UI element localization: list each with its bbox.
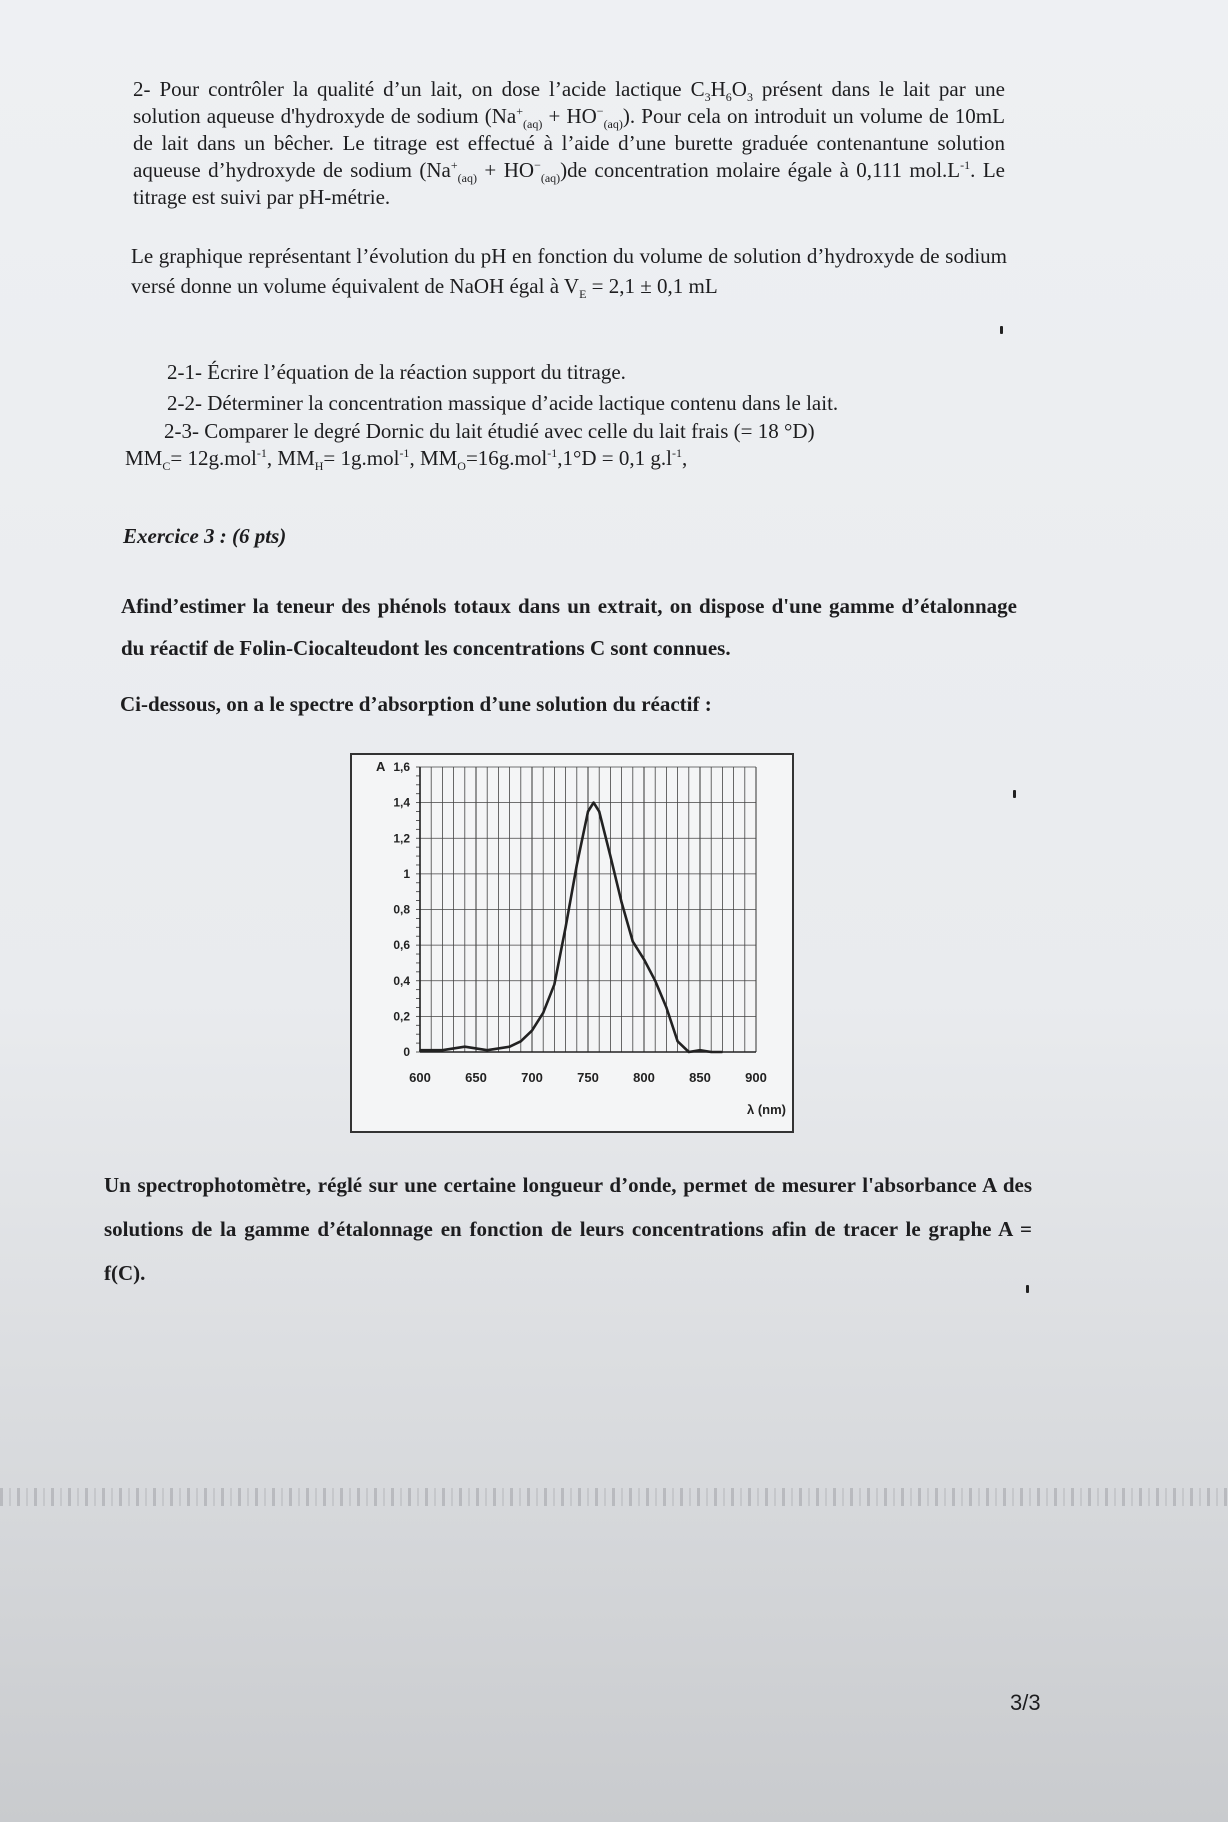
- x-tick-label: 700: [521, 1070, 543, 1085]
- y-tick-label: 0,2: [393, 1009, 410, 1024]
- formula-sub: 3: [704, 90, 711, 105]
- unit-exponent: -1: [256, 446, 267, 460]
- y-tick-label: 1,6: [393, 760, 410, 774]
- data-point: [442, 1049, 444, 1051]
- page-number: 3/3: [1010, 1690, 1041, 1715]
- mm-value: = 12g.mol: [170, 446, 257, 470]
- para1-text-1: 2- Pour contrôler la qualité d’un lait, on dose l’acide lactique C: [133, 77, 705, 101]
- unit-exponent: -1: [399, 446, 410, 460]
- ion-charge: +: [516, 104, 523, 118]
- data-point: [699, 1049, 701, 1051]
- molar-masses-line: [125, 444, 687, 472]
- part2-paragraph-1: [133, 76, 1005, 211]
- formula-sub: 3: [746, 90, 753, 105]
- scan-artifact-line: [0, 1488, 1228, 1506]
- part2-paragraph-2: [131, 241, 1007, 301]
- formula-sub: 6: [725, 90, 732, 105]
- y-tick-label: 0,6: [393, 938, 410, 953]
- ion-charge: −: [534, 158, 541, 172]
- x-tick-label: 600: [409, 1070, 431, 1085]
- y-axis-label: A: [376, 759, 386, 774]
- scan-speck: [1026, 1285, 1029, 1293]
- data-point: [486, 1049, 488, 1051]
- data-point: [542, 1012, 544, 1014]
- data-point: [643, 959, 645, 961]
- data-point: [632, 941, 634, 943]
- y-tick-label: 1,2: [393, 831, 410, 846]
- state-aq: (aq): [540, 171, 561, 186]
- x-tick-label: 750: [577, 1070, 599, 1085]
- dornic-value: ,1°D = 0,1 g.l: [557, 446, 672, 470]
- x-axis-label: λ (nm): [747, 1102, 786, 1117]
- para2-text-2: = 2,1 ± 0,1 mL: [586, 274, 718, 298]
- scan-speck: [1013, 790, 1016, 798]
- mm-label: , MM: [409, 446, 458, 470]
- y-tick-label: 0,8: [393, 902, 410, 917]
- y-tick-label: 1: [403, 866, 410, 881]
- y-tick-label: 0: [403, 1045, 410, 1059]
- chart-svg: [352, 755, 792, 1131]
- data-point: [565, 927, 567, 929]
- comma: ,: [681, 446, 688, 470]
- unit-exponent: -1: [960, 158, 971, 172]
- ion-charge: −: [596, 104, 604, 118]
- data-point: [666, 1007, 668, 1009]
- data-point: [576, 864, 578, 866]
- exercise-3-intro: Afind’estimer la teneur des phénols totaux dans un extrait, on dispose d'une gamme d’étalonnage du réactif de Folin-Ciocalteudont les concentrations C sont connues.: [121, 594, 1017, 660]
- exercise-3-title: Exercice 3 : (6 pts): [123, 524, 287, 548]
- ve-subscript: E: [579, 287, 587, 302]
- x-tick-label: 850: [689, 1070, 711, 1085]
- y-tick-label: 1,4: [393, 795, 410, 810]
- para1-text-7: . Le titrage est suivi par pH-métrie.: [133, 158, 1005, 209]
- para2-text-1: Le graphique représentant l’évolution du pH en fonction du volume de solution d’hydroxyde de sodium versé donne un volume équivalent de NaOH égal à V: [131, 244, 1007, 298]
- data-point: [593, 802, 595, 804]
- data-point: [509, 1046, 511, 1048]
- x-tick-label: 900: [745, 1070, 767, 1085]
- data-point: [610, 855, 612, 857]
- unit-exponent: -1: [547, 446, 558, 460]
- formula-o: O: [731, 77, 747, 101]
- question-2-1: 2-1- Écrire l’équation de la réaction support du titrage.: [167, 360, 626, 384]
- mm-value: = 1g.mol: [323, 446, 400, 470]
- data-point: [710, 1051, 712, 1053]
- state-aq: (aq): [603, 117, 623, 132]
- data-point: [722, 1051, 724, 1053]
- para1-text-5: + HO: [476, 158, 535, 182]
- absorbance-curve: [420, 803, 722, 1052]
- formula-h: H: [710, 77, 726, 101]
- data-point: [587, 811, 589, 813]
- data-point: [621, 902, 623, 904]
- para1-text-4: ). Pour cela on introduit un volume de 10mL de lait dans un bêcher. Le titrage est effectué à l’aide d’une burette graduée contenantune solution aqueuse d’hydroxyde de sodium (Na: [133, 104, 1005, 182]
- data-point: [520, 1041, 522, 1043]
- state-aq: (aq): [457, 171, 477, 186]
- para1-text-2: présent dans le lait par une solution aqueuse d'hydroxyde de sodium (Na: [133, 77, 1006, 128]
- data-point: [554, 984, 556, 986]
- data-point: [654, 980, 656, 982]
- para1-text-3: + HO: [542, 104, 597, 128]
- data-point: [598, 811, 600, 813]
- x-tick-label: 650: [465, 1070, 487, 1085]
- mm-sub: C: [162, 459, 171, 474]
- question-2-2: 2-2- Déterminer la concentration massique d’acide lactique contenu dans le lait.: [167, 391, 839, 415]
- mm-sub: H: [314, 459, 324, 474]
- y-tick-label: 0,4: [393, 973, 410, 988]
- mm-label: MM: [125, 446, 163, 470]
- data-point: [419, 1049, 421, 1051]
- state-aq: (aq): [523, 117, 543, 132]
- mm-sub: O: [457, 459, 466, 474]
- ion-charge: +: [450, 158, 458, 172]
- question-2-3: 2-3- Comparer le degré Dornic du lait étudié avec celle du lait frais (= 18 °D): [164, 419, 815, 443]
- para1-text-6: )de concentration molaire égale à 0,111 mol.L: [560, 158, 961, 182]
- data-point: [677, 1041, 679, 1043]
- scan-speck: [1000, 326, 1003, 334]
- mm-value: =16g.mol: [465, 446, 548, 470]
- unit-exponent: -1: [671, 446, 682, 460]
- data-point: [688, 1051, 690, 1053]
- data-point: [464, 1046, 466, 1048]
- exercise-3-outro: Un spectrophotomètre, réglé sur une certaine longueur d’onde, permet de mesurer l'absorbance A des solutions de la gamme d’étalonnage en fonction de leurs concentrations afin de tracer le graphe A = f(C).: [104, 1173, 1032, 1285]
- data-point: [531, 1030, 533, 1032]
- spectrum-intro: Ci-dessous, on a le spectre d’absorption d’une solution du réactif :: [120, 692, 712, 716]
- x-tick-label: 800: [633, 1070, 655, 1085]
- mm-label: , MM: [266, 446, 315, 470]
- absorption-spectrum-chart: [350, 753, 794, 1133]
